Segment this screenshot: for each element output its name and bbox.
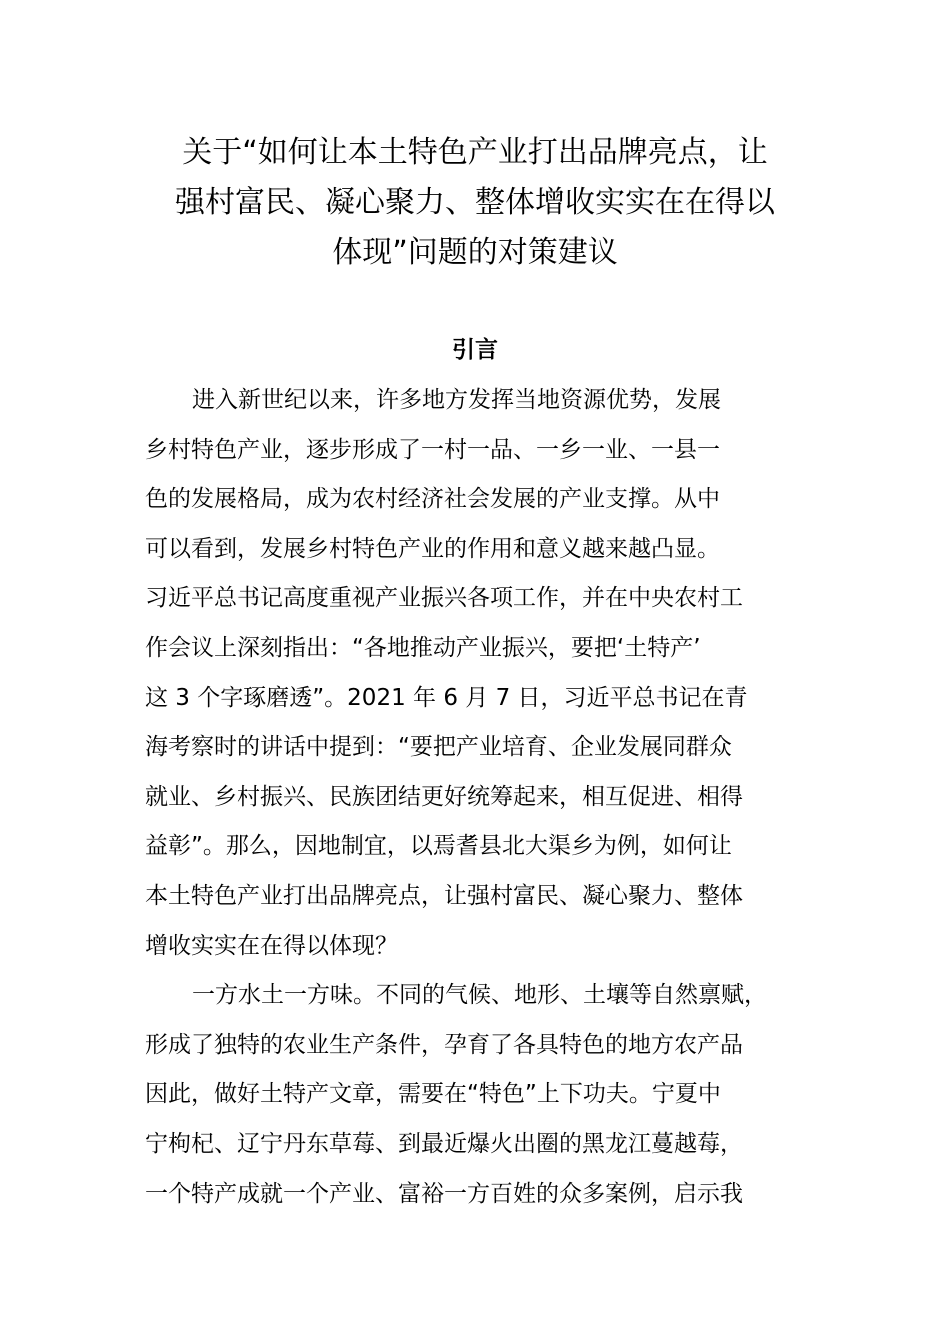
text-line: 习近平总书记高度重视产业振兴各项工作，并在中央农村工 xyxy=(145,585,743,612)
title-line: 关于“如何让本土特色产业打出品牌亮点，让 xyxy=(182,135,768,170)
text-line: 一个特产成就一个产业、富裕一方百姓的众多案例，启示我 xyxy=(145,1180,743,1207)
text-line: 益彰”。那么，因地制宜，以焉耆县北大渠乡为例，如何让 xyxy=(145,833,732,860)
title-line: 体现”问题的对策建议 xyxy=(332,235,618,270)
text-line: 海考察时的讲话中提到：“要把产业培育、企业发展同群众 xyxy=(145,734,732,761)
text-line: 宁枸杞、辽宁丹东草莓、到最近爆火出圈的黑龙江蔓越莓， xyxy=(145,1130,743,1157)
text-line: 进入新世纪以来，许多地方发挥当地资源优势，发展 xyxy=(192,387,721,413)
text-line: 乡村特色产业，逐步形成了一村一品、一乡一业、一县一 xyxy=(145,436,720,463)
text-line: 作会议上深刻指出：“各地推动产业振兴，要把‘土特产’ xyxy=(145,634,701,661)
text-line: 就业、乡村振兴、民族团结更好统筹起来，相互促进、相得 xyxy=(145,783,743,810)
title-line: 强村富民、凝心聚力、整体增收实实在在得以 xyxy=(175,185,775,220)
text-line: 本土特色产业打出品牌亮点，让强村富民、凝心聚力、整体 xyxy=(145,882,743,909)
body-text xyxy=(145,376,845,1219)
text-line: 增收实实在在得以体现？ xyxy=(145,932,398,959)
text-line: 可以看到，发展乡村特色产业的作用和意义越来越凸显。 xyxy=(145,535,720,562)
text-line: 形成了独特的农业生产条件，孕育了各具特色的地方农产品 xyxy=(145,1031,743,1058)
text-line: 这 3 个字琢磨透”。2021 年 6 月 7 日，习近平总书记在青 xyxy=(145,684,748,711)
text-line: 色的发展格局，成为农村经济社会发展的产业支撑。从中 xyxy=(145,486,720,513)
section-heading: 引言 xyxy=(452,337,498,363)
text-line: 因此，做好土特产文章，需要在“特色”上下功夫。宁夏中 xyxy=(145,1081,721,1108)
document-title xyxy=(120,128,830,278)
text-line: 一方水土一方味。不同的气候、地形、土壤等自然禀赋， xyxy=(192,982,767,1009)
